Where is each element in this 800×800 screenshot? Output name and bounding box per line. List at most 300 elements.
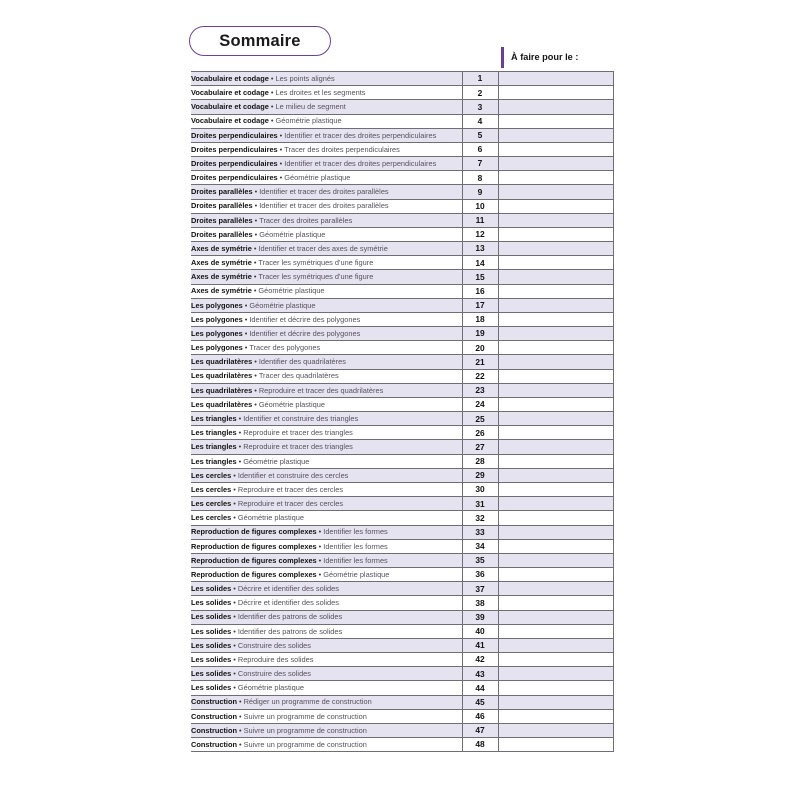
row-subtitle: Identifier et décrire des polygones: [249, 328, 361, 338]
row-lesson-label: [191, 114, 462, 128]
row-subtitle: Décrire et identifier des solides: [237, 584, 339, 594]
row-bullet-separator: •: [270, 102, 274, 112]
row-lesson-label: [191, 525, 462, 539]
row-subtitle: Géométrie plastique: [258, 399, 325, 409]
row-todo-cell[interactable]: [498, 738, 613, 752]
row-todo-cell[interactable]: [498, 327, 613, 341]
row-category: Les solides: [191, 654, 232, 664]
row-category: Droites perpendiculaires: [191, 158, 278, 168]
row-lesson-label: [191, 355, 462, 369]
row-subtitle: Identifier et tracer des axes de symétrie: [258, 243, 388, 253]
row-todo-cell[interactable]: [498, 114, 613, 128]
row-category: Les solides: [191, 683, 232, 693]
row-bullet-separator: •: [238, 725, 242, 735]
row-page-number: 47: [462, 723, 498, 737]
row-page-number: 29: [462, 468, 498, 482]
row-page-number: 40: [462, 624, 498, 638]
row-category: Les solides: [191, 612, 232, 622]
table-row: [191, 511, 613, 525]
row-category: Les triangles: [191, 428, 237, 438]
row-category: Les polygones: [191, 314, 243, 324]
row-bullet-separator: •: [318, 527, 322, 537]
row-subtitle: Géométrie plastique: [237, 513, 305, 523]
row-page-number: 37: [462, 582, 498, 596]
row-todo-cell[interactable]: [498, 213, 613, 227]
row-todo-cell[interactable]: [498, 468, 613, 482]
row-todo-cell[interactable]: [498, 695, 613, 709]
row-page-number: 10: [462, 199, 498, 213]
row-bullet-separator: •: [279, 144, 283, 154]
row-bullet-separator: •: [233, 598, 236, 608]
table-row: [191, 86, 613, 100]
page-title-pill: [189, 26, 331, 56]
row-category: Droites parallèles: [191, 187, 253, 197]
table-row: [191, 440, 613, 454]
row-page-number: 8: [462, 171, 498, 185]
row-category: Vocabulaire et codage: [191, 102, 269, 112]
row-todo-cell[interactable]: [498, 596, 613, 610]
table-row: [191, 568, 613, 582]
row-subtitle: Tracer des quadrilatères: [258, 371, 339, 381]
row-bullet-separator: •: [318, 541, 322, 551]
table-row: [191, 100, 613, 114]
row-subtitle: Tracer des droites perpendiculaires: [284, 144, 400, 154]
row-lesson-label: [191, 539, 462, 553]
row-lesson-label: [191, 86, 462, 100]
row-bullet-separator: •: [238, 428, 242, 438]
row-bullet-separator: •: [238, 414, 242, 423]
row-lesson-label: [191, 738, 462, 752]
row-page-number: 11: [462, 213, 498, 227]
table-row: [191, 341, 613, 355]
row-page-number: 46: [462, 709, 498, 723]
row-bullet-separator: •: [244, 314, 248, 324]
table-row: [191, 383, 613, 397]
row-lesson-label: [191, 284, 462, 298]
table-row: [191, 256, 613, 270]
table-row: [191, 667, 613, 681]
row-page-number: 13: [462, 242, 498, 256]
row-subtitle: Identifier et décrire des polygones: [249, 314, 361, 324]
row-bullet-separator: •: [254, 357, 257, 367]
row-page-number: 38: [462, 596, 498, 610]
table-row: [191, 525, 613, 539]
row-page-number: 36: [462, 568, 498, 582]
row-todo-cell[interactable]: [498, 482, 613, 496]
table-row: [191, 327, 613, 341]
table-row: [191, 270, 613, 284]
row-subtitle: Reproduire et tracer des cercles: [237, 499, 344, 509]
row-page-number: 45: [462, 695, 498, 709]
row-bullet-separator: •: [238, 697, 242, 707]
row-page-number: 12: [462, 227, 498, 241]
row-lesson-label: [191, 128, 462, 142]
row-subtitle: Construire des solides: [237, 669, 311, 679]
table-row: [191, 284, 613, 298]
row-todo-cell[interactable]: [498, 100, 613, 114]
row-subtitle: Géométrie plastique: [275, 116, 342, 126]
row-bullet-separator: •: [279, 173, 283, 183]
table-row: [191, 709, 613, 723]
row-category: Les polygones: [191, 300, 243, 310]
row-todo-cell[interactable]: [498, 582, 613, 596]
row-todo-cell[interactable]: [498, 539, 613, 553]
row-lesson-label: [191, 709, 462, 723]
row-subtitle: Géométrie plastique: [237, 683, 304, 693]
table-row: [191, 582, 613, 596]
row-page-number: 14: [462, 256, 498, 270]
table-row: [191, 312, 613, 326]
row-todo-cell[interactable]: [498, 171, 613, 185]
row-category: Les solides: [191, 626, 232, 636]
table-row: [191, 482, 613, 496]
row-page-number: 35: [462, 553, 498, 567]
row-subtitle: Le milieu de segment: [275, 102, 346, 112]
row-bullet-separator: •: [233, 612, 236, 622]
table-row: [191, 695, 613, 709]
row-category: Les triangles: [191, 456, 237, 466]
row-bullet-separator: •: [233, 626, 236, 636]
row-bullet-separator: •: [253, 286, 257, 296]
sommaire-table: [191, 71, 614, 752]
row-bullet-separator: •: [233, 584, 236, 594]
table-row: [191, 723, 613, 737]
row-category: Les quadrilatères: [191, 385, 253, 395]
row-page-number: 33: [462, 525, 498, 539]
row-todo-cell[interactable]: [498, 298, 613, 312]
row-bullet-separator: •: [233, 513, 236, 523]
table-row: [191, 157, 613, 171]
row-category: Les quadrilatères: [191, 399, 253, 409]
row-todo-cell[interactable]: [498, 312, 613, 326]
row-todo-cell[interactable]: [498, 284, 613, 298]
table-row: [191, 624, 613, 638]
row-page-number: 20: [462, 341, 498, 355]
row-todo-cell[interactable]: [498, 638, 613, 652]
row-bullet-separator: •: [238, 456, 242, 466]
row-bullet-separator: •: [254, 371, 257, 381]
row-page-number: 17: [462, 298, 498, 312]
row-category: Les cercles: [191, 499, 232, 509]
table-row: [191, 227, 613, 241]
table-row: [191, 653, 613, 667]
row-subtitle: Géométrie plastique: [284, 173, 351, 183]
row-lesson-label: [191, 468, 462, 482]
row-category: Les cercles: [191, 484, 232, 494]
row-todo-cell[interactable]: [498, 440, 613, 454]
row-lesson-label: [191, 227, 462, 241]
row-page-number: 27: [462, 440, 498, 454]
row-subtitle: Les points alignés: [275, 73, 335, 83]
row-page-number: 9: [462, 185, 498, 199]
row-bullet-separator: •: [270, 88, 274, 98]
row-subtitle: Identifier des quadrilatères: [258, 357, 346, 367]
row-page-number: 6: [462, 142, 498, 156]
row-subtitle: Identifier et construire des cercles: [237, 470, 349, 480]
row-page-number: 31: [462, 497, 498, 511]
row-page-number: 32: [462, 511, 498, 525]
row-subtitle: Identifier les formes: [323, 555, 388, 565]
row-category: Les solides: [191, 598, 232, 608]
row-subtitle: Suivre un programme de construction: [243, 739, 367, 749]
row-bullet-separator: •: [254, 201, 258, 211]
row-todo-cell[interactable]: [498, 497, 613, 511]
row-category: Reproduction de figures complexes: [191, 541, 317, 551]
row-subtitle: Tracer des polygones: [249, 343, 321, 353]
row-lesson-label: [191, 171, 462, 185]
row-page-number: 5: [462, 128, 498, 142]
row-page-number: 23: [462, 383, 498, 397]
row-page-number: 44: [462, 681, 498, 695]
row-todo-cell[interactable]: [498, 227, 613, 241]
row-category: Les cercles: [191, 470, 232, 480]
row-lesson-label: [191, 199, 462, 213]
row-page-number: 26: [462, 426, 498, 440]
row-category: Construction: [191, 739, 237, 749]
row-todo-cell[interactable]: [498, 199, 613, 213]
row-lesson-label: [191, 185, 462, 199]
row-category: Droites perpendiculaires: [191, 130, 278, 140]
table-row: [191, 738, 613, 752]
row-subtitle: Tracer les symétriques d'une figure: [258, 258, 374, 268]
row-bullet-separator: •: [244, 328, 248, 338]
row-lesson-label: [191, 695, 462, 709]
row-lesson-label: [191, 213, 462, 227]
row-page-number: 4: [462, 114, 498, 128]
row-lesson-label: [191, 242, 462, 256]
row-lesson-label: [191, 568, 462, 582]
row-bullet-separator: •: [253, 243, 257, 253]
row-category: Vocabulaire et codage: [191, 73, 269, 83]
row-category: Les cercles: [191, 513, 232, 523]
row-subtitle: Identifier et tracer des droites perpendiculaires: [284, 130, 437, 140]
row-todo-cell[interactable]: [498, 525, 613, 539]
row-bullet-separator: •: [254, 187, 258, 197]
row-bullet-separator: •: [233, 499, 236, 509]
todo-column-header-label: À faire pour le :: [511, 51, 579, 62]
row-lesson-label: [191, 553, 462, 567]
row-bullet-separator: •: [253, 272, 257, 282]
row-bullet-separator: •: [318, 555, 322, 565]
row-page-number: 41: [462, 638, 498, 652]
row-bullet-separator: •: [233, 640, 236, 650]
row-lesson-label: [191, 142, 462, 156]
row-subtitle: Reproduire et tracer des triangles: [243, 442, 353, 452]
table-row: [191, 553, 613, 567]
row-todo-cell[interactable]: [498, 426, 613, 440]
row-bullet-separator: •: [233, 669, 236, 679]
row-page-number: 39: [462, 610, 498, 624]
row-subtitle: Reproduire et tracer des cercles: [237, 484, 344, 494]
page-title: Sommaire: [219, 31, 301, 50]
row-lesson-label: [191, 72, 462, 86]
row-bullet-separator: •: [254, 229, 258, 239]
row-subtitle: Identifier et tracer des droites parallèles: [259, 201, 389, 211]
table-row: [191, 369, 613, 383]
table-row: [191, 497, 613, 511]
row-category: Axes de symétrie: [191, 258, 252, 268]
table-row: [191, 397, 613, 411]
row-todo-cell[interactable]: [498, 667, 613, 681]
row-subtitle: Identifier et tracer des droites parallèles: [259, 187, 389, 197]
row-lesson-label: [191, 298, 462, 312]
row-lesson-label: [191, 341, 462, 355]
row-lesson-label: [191, 157, 462, 171]
row-todo-cell[interactable]: [498, 624, 613, 638]
row-subtitle: Reproduire et tracer des quadrilatères: [258, 385, 384, 395]
table-row: [191, 426, 613, 440]
row-category: Les solides: [191, 669, 232, 679]
row-page-number: 19: [462, 327, 498, 341]
row-lesson-label: [191, 681, 462, 695]
row-bullet-separator: •: [253, 258, 257, 268]
table-row: [191, 610, 613, 624]
row-lesson-label: [191, 610, 462, 624]
row-todo-cell[interactable]: [498, 681, 613, 695]
row-bullet-separator: •: [279, 158, 283, 168]
row-todo-cell[interactable]: [498, 383, 613, 397]
table-row: [191, 454, 613, 468]
row-category: Les polygones: [191, 328, 243, 338]
row-category: Droites parallèles: [191, 215, 253, 225]
row-lesson-label: [191, 100, 462, 114]
row-page-number: 2: [462, 86, 498, 100]
row-bullet-separator: •: [244, 300, 248, 310]
row-todo-cell[interactable]: [498, 157, 613, 171]
table-row: [191, 681, 613, 695]
table-row: [191, 468, 613, 482]
row-bullet-separator: •: [254, 385, 257, 395]
row-page-number: 25: [462, 412, 498, 426]
row-lesson-label: [191, 397, 462, 411]
row-lesson-label: [191, 653, 462, 667]
row-category: Droites perpendiculaires: [191, 173, 278, 183]
row-bullet-separator: •: [233, 654, 236, 664]
row-subtitle: Les droites et les segments: [275, 88, 366, 98]
row-subtitle: Tracer les symétriques d'une figure: [258, 272, 374, 282]
row-lesson-label: [191, 426, 462, 440]
row-lesson-label: [191, 511, 462, 525]
row-category: Droites perpendiculaires: [191, 144, 278, 154]
row-category: Axes de symétrie: [191, 243, 252, 253]
row-todo-cell[interactable]: [498, 270, 613, 284]
row-todo-cell[interactable]: [498, 355, 613, 369]
row-todo-cell[interactable]: [498, 142, 613, 156]
table-row: [191, 242, 613, 256]
table-row: [191, 72, 613, 86]
row-page-number: 34: [462, 539, 498, 553]
row-todo-cell[interactable]: [498, 553, 613, 567]
row-todo-cell[interactable]: [498, 341, 613, 355]
row-subtitle: Identifier les formes: [323, 541, 388, 551]
row-lesson-label: [191, 596, 462, 610]
row-lesson-label: [191, 256, 462, 270]
row-todo-cell[interactable]: [498, 185, 613, 199]
row-category: Construction: [191, 711, 237, 721]
row-category: Construction: [191, 697, 237, 707]
row-todo-cell[interactable]: [498, 412, 613, 426]
todo-column-header: [501, 47, 578, 68]
row-subtitle: Géométrie plastique: [323, 569, 390, 579]
row-lesson-label: [191, 369, 462, 383]
row-todo-cell[interactable]: [498, 86, 613, 100]
row-page-number: 24: [462, 397, 498, 411]
row-lesson-label: [191, 497, 462, 511]
row-lesson-label: [191, 312, 462, 326]
row-category: Axes de symétrie: [191, 272, 252, 282]
row-subtitle: Géométrie plastique: [243, 456, 310, 466]
row-subtitle: Géométrie plastique: [249, 300, 316, 310]
table-row: [191, 213, 613, 227]
row-todo-cell[interactable]: [498, 511, 613, 525]
row-bullet-separator: •: [279, 130, 283, 140]
row-todo-cell[interactable]: [498, 369, 613, 383]
row-todo-cell[interactable]: [498, 242, 613, 256]
row-lesson-label: [191, 667, 462, 681]
row-bullet-separator: •: [270, 116, 274, 126]
table-row: [191, 114, 613, 128]
row-subtitle: Suivre un programme de construction: [243, 725, 367, 735]
row-category: Reproduction de figures complexes: [191, 555, 317, 565]
row-bullet-separator: •: [238, 739, 242, 749]
row-todo-cell[interactable]: [498, 568, 613, 582]
row-bullet-separator: •: [233, 470, 236, 480]
row-lesson-label: [191, 638, 462, 652]
row-todo-cell[interactable]: [498, 72, 613, 86]
row-subtitle: Construire des solides: [237, 640, 311, 650]
row-bullet-separator: •: [318, 569, 322, 579]
row-page-number: 43: [462, 667, 498, 681]
row-subtitle: Reproduire des solides: [237, 654, 314, 664]
table-row: [191, 185, 613, 199]
table-row: [191, 298, 613, 312]
row-category: Les solides: [191, 584, 232, 594]
row-lesson-label: [191, 440, 462, 454]
row-bullet-separator: •: [233, 484, 236, 494]
row-subtitle: Identifier des patrons de solides: [237, 612, 343, 622]
row-category: Droites parallèles: [191, 201, 253, 211]
table-row: [191, 412, 613, 426]
row-todo-cell[interactable]: [498, 454, 613, 468]
row-page-number: 30: [462, 482, 498, 496]
row-todo-cell[interactable]: [498, 709, 613, 723]
row-category: Reproduction de figures complexes: [191, 569, 317, 579]
row-category: Les quadrilatères: [191, 371, 253, 381]
row-lesson-label: [191, 327, 462, 341]
row-category: Les polygones: [191, 343, 243, 353]
row-page-number: 48: [462, 738, 498, 752]
row-bullet-separator: •: [254, 215, 258, 225]
row-todo-cell[interactable]: [498, 723, 613, 737]
row-lesson-label: [191, 412, 462, 426]
table-row: [191, 355, 613, 369]
row-todo-cell[interactable]: [498, 397, 613, 411]
row-category: Construction: [191, 725, 237, 735]
row-lesson-label: [191, 482, 462, 496]
row-page-number: 42: [462, 653, 498, 667]
row-bullet-separator: •: [238, 442, 242, 452]
row-page-number: 7: [462, 157, 498, 171]
row-todo-cell[interactable]: [498, 256, 613, 270]
row-category: Les triangles: [191, 414, 237, 423]
row-todo-cell[interactable]: [498, 653, 613, 667]
row-page-number: 15: [462, 270, 498, 284]
table-row: [191, 142, 613, 156]
row-todo-cell[interactable]: [498, 610, 613, 624]
row-todo-cell[interactable]: [498, 128, 613, 142]
row-category: Les triangles: [191, 442, 237, 452]
row-lesson-label: [191, 383, 462, 397]
